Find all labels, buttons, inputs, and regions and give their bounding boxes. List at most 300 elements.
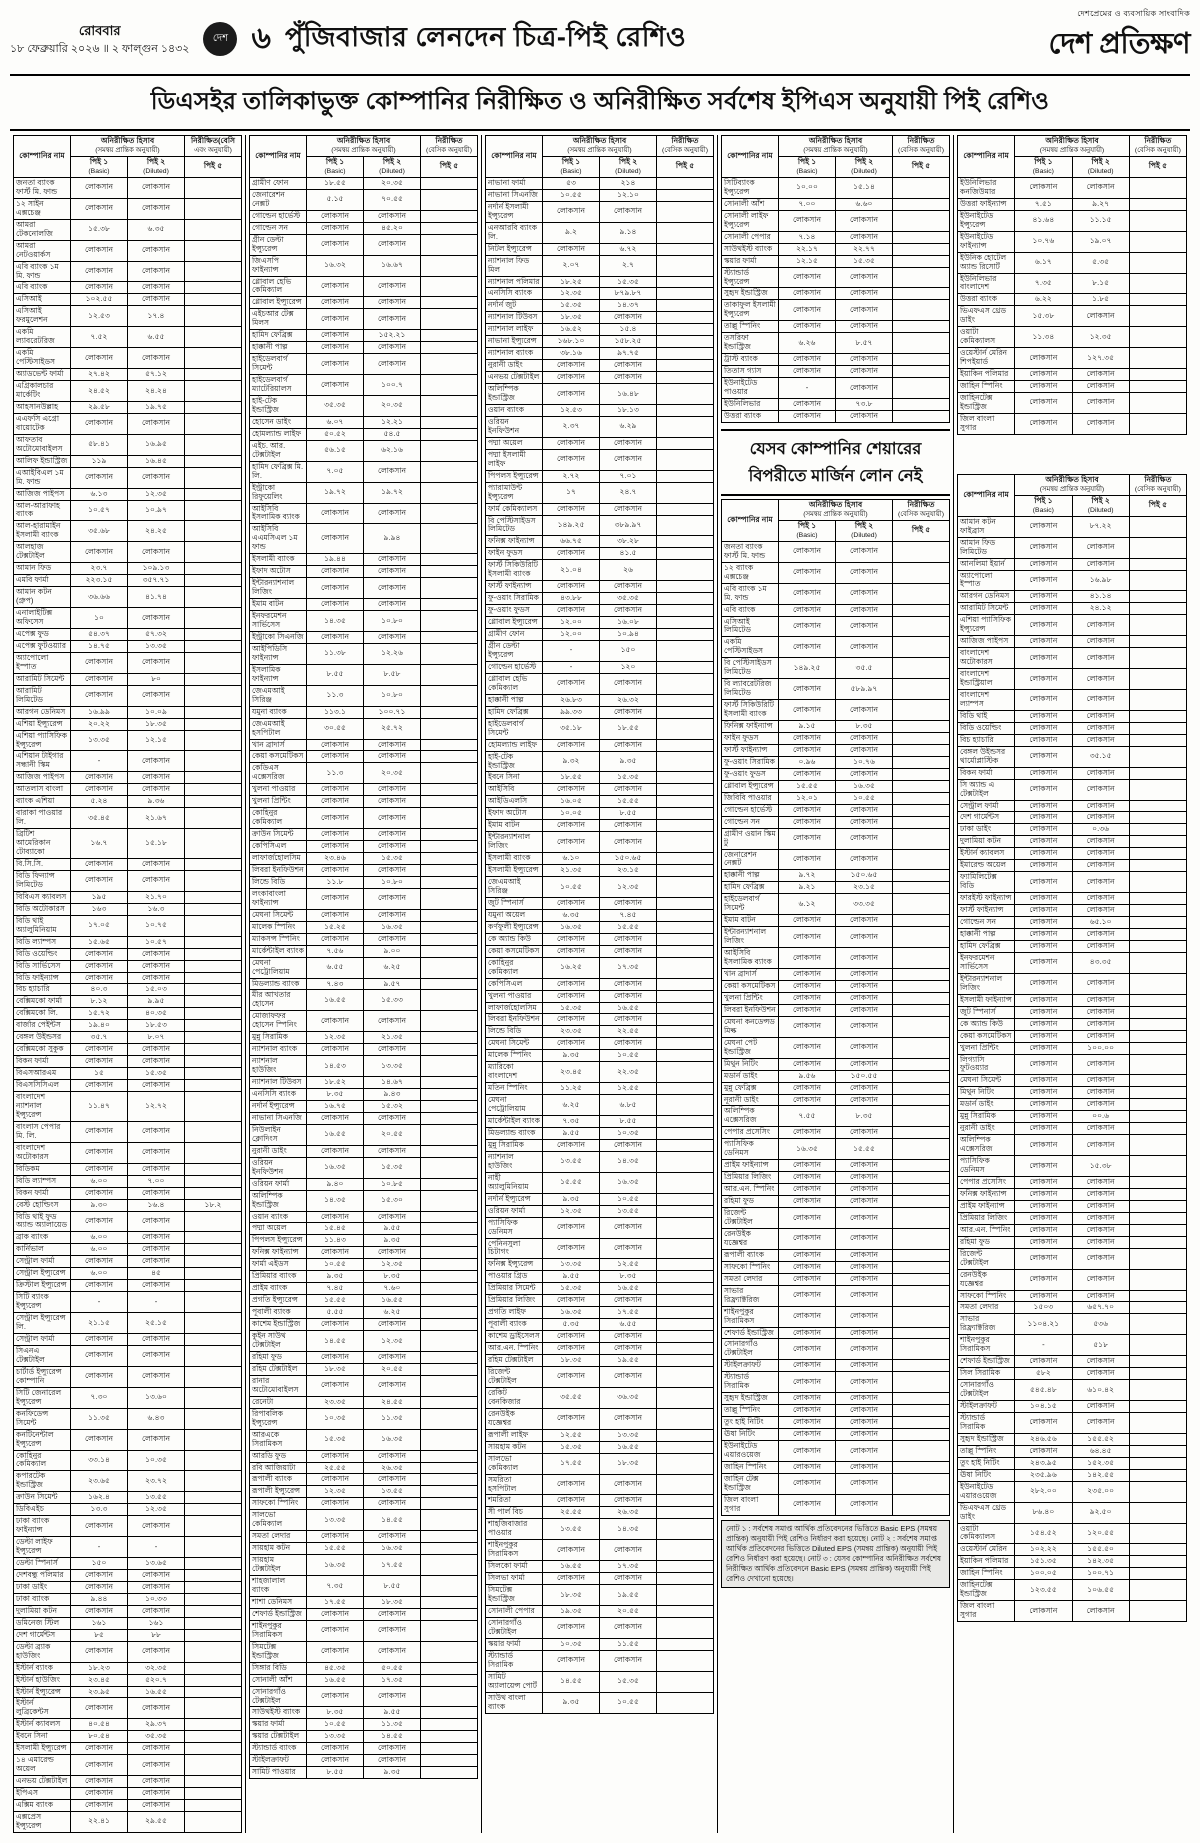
cell-company-name: মালেক স্পিনিং <box>250 921 307 933</box>
cell-pe-2: ১৫.৩৫ <box>128 1068 185 1080</box>
cell-company-name: হামিদ ফেব্রিক্স <box>486 706 543 718</box>
cell-pe-2: ৪৩.৩৫ <box>1072 952 1129 973</box>
cell-pe-1: লোকসান <box>543 832 600 853</box>
cell-pe-3 <box>421 1044 478 1056</box>
cell-company-name: ডেল্টা লাইফ ইন্স্যুরেন্স <box>14 1537 71 1558</box>
table-row <box>486 1038 714 1050</box>
cell-company-name: লাফার্জহোলসিম <box>486 1002 543 1014</box>
cell-pe-1: লোকসান <box>543 990 600 1002</box>
cell-pe-3 <box>185 1581 242 1593</box>
cell-pe-1: ৪০.৩ <box>71 984 128 996</box>
table-row <box>486 1519 714 1540</box>
cell-pe-3 <box>1129 1601 1186 1622</box>
cell-pe-3 <box>185 413 242 434</box>
table-row <box>14 652 242 673</box>
cell-pe-1: ৫৪৫.৪৮ <box>1015 1380 1072 1401</box>
table-row <box>250 1719 478 1731</box>
cell-pe-3 <box>893 410 950 422</box>
table-row <box>486 1617 714 1638</box>
cell-pe-3 <box>421 1307 478 1319</box>
cell-pe-1: লোকসান <box>307 1351 364 1363</box>
cell-pe-1: লোকসান <box>779 816 836 828</box>
cell-pe-3 <box>1129 690 1186 711</box>
cell-pe-3 <box>1129 252 1186 273</box>
table-row <box>250 1755 478 1767</box>
table-row <box>958 1380 1187 1401</box>
cell-pe-3 <box>893 1306 950 1327</box>
cell-company-name: আর.এন. স্পিনিং <box>722 1184 779 1196</box>
cell-company-name: ফনিক্স ফাইন্যান্স <box>958 1188 1015 1200</box>
cell-pe-1: ১০২.২২ <box>1015 1544 1072 1556</box>
table-row <box>486 1650 714 1671</box>
table-row <box>14 1268 242 1280</box>
cell-pe-2: লোকসান <box>600 1495 657 1507</box>
cell-pe-2: ৫৪.৫ <box>364 428 421 440</box>
cell-pe-2: লোকসান <box>1072 836 1129 848</box>
cell-pe-1: লোকসান <box>779 1172 836 1184</box>
cell-pe-2: লোকসান <box>128 858 185 870</box>
cell-pe-3 <box>893 562 950 583</box>
cell-pe-2: লোকসান <box>836 604 893 616</box>
cell-pe-2: ৬.২৫ <box>364 957 421 978</box>
cell-pe-1: ৯.৫৫ <box>543 1128 600 1140</box>
cell-pe-1: ১১.৩৮ <box>307 643 364 664</box>
cell-pe-3 <box>185 772 242 784</box>
cell-pe-3 <box>421 1576 478 1597</box>
cell-pe-1: ২৩৫.৯৬ <box>1015 1469 1072 1481</box>
table-row <box>958 1018 1187 1030</box>
cell-company-name: কেয়া কসমেটিকস <box>250 751 307 763</box>
cell-company-name: সিটিব্যাংক ইন্স্যুরেন্স <box>722 177 779 198</box>
cell-pe-3 <box>185 673 242 685</box>
cell-pe-1: লোকসান <box>1015 1054 1072 1075</box>
cell-pe-2: ১২.৩৫ <box>364 1259 421 1271</box>
cell-pe-2: ১৫.৩২ <box>364 1101 421 1113</box>
cell-company-name: হাইডেলবার্গ সিমেন্ট <box>722 894 779 915</box>
cell-company-name: সিএনএ টেক্সটাইল <box>14 1345 71 1366</box>
cell-pe-3 <box>185 1032 242 1044</box>
cell-pe-3 <box>421 1089 478 1101</box>
cell-pe-3 <box>1129 1433 1186 1445</box>
cell-pe-3 <box>893 1494 950 1515</box>
cell-pe-2: লোকসান <box>1072 905 1129 917</box>
cell-pe-3 <box>893 915 950 927</box>
pe-table-1 <box>13 135 242 1833</box>
cell-pe-1: ৯৯.৩৩ <box>543 706 600 718</box>
cell-company-name: নিউলাইন ক্লোদিংস <box>250 1124 307 1145</box>
cell-pe-1: লোকসান <box>1015 1075 1072 1087</box>
cell-pe-2: ৯৭.৭৫ <box>600 348 657 360</box>
table-row <box>14 960 242 972</box>
cell-pe-2: ৯.৩৫ <box>364 1767 421 1779</box>
cell-company-name: ইস্টার্ন ক্যাবলস <box>958 848 1015 860</box>
cell-pe-1: ৫৩ <box>543 177 600 189</box>
cell-pe-2: ৩৮৯.৯৭ <box>600 515 657 536</box>
cell-company-name: মুন্নু সিরামিক <box>486 1139 543 1151</box>
cell-pe-2: ১০.০৯ <box>128 706 185 718</box>
header-audited: নিরীক্ষিত(বেসি এবং অনুযায়ী) <box>185 136 242 157</box>
table-row <box>250 1620 478 1641</box>
table-row <box>486 1453 714 1474</box>
cell-pe-3 <box>1129 1188 1186 1200</box>
cell-pe-3 <box>1129 1469 1186 1481</box>
cell-pe-1: লোকসান <box>779 1184 836 1196</box>
cell-pe-2: ১৬.৪ <box>128 1199 185 1211</box>
cell-pe-2: লোকসান <box>600 1038 657 1050</box>
cell-pe-1: ১৬.৩৫ <box>543 921 600 933</box>
pe-table-5-body <box>958 177 1187 434</box>
cell-pe-3 <box>185 348 242 369</box>
table-row <box>722 768 950 780</box>
cell-pe-3 <box>893 1461 950 1473</box>
cell-pe-2: লোকসান <box>1072 690 1129 711</box>
cell-pe-3 <box>1129 615 1186 636</box>
cell-pe-1: লোকসান <box>1015 1413 1072 1434</box>
cell-pe-2: ১২.৩৫ <box>128 1504 185 1516</box>
cell-pe-2: ৫৮৯.৯৭ <box>836 679 893 700</box>
cell-pe-3 <box>421 461 478 482</box>
cell-pe-2: ১৫.৩৫ <box>836 255 893 267</box>
cell-company-name: ইউনিক হোটেল অ্যান্ড রিসোর্ট <box>958 252 1015 273</box>
header-unaudited: অনিরীক্ষিত হিসাব (সমন্বয় প্রান্তিক অনুযায়ী) <box>1015 136 1130 157</box>
cell-company-name: গ্লোবাল ইন্স্যুরেন্স <box>250 297 307 309</box>
table-row <box>958 690 1187 711</box>
cell-pe-3 <box>893 637 950 658</box>
cell-pe-2: লোকসান <box>1072 1401 1129 1413</box>
table-row <box>722 1405 950 1417</box>
table-row <box>14 1080 242 1092</box>
cell-company-name: ফাইন ফুডস <box>722 733 779 745</box>
table-row <box>14 1788 242 1800</box>
table-row <box>486 548 714 560</box>
cell-pe-3 <box>421 566 478 578</box>
table-row <box>14 858 242 870</box>
cell-pe-2: লোকসান <box>836 1405 893 1417</box>
cell-company-name: বিডি ওয়েল্ডিং <box>14 948 71 960</box>
cell-company-name: ন্যাশনাল টিউবস <box>250 1077 307 1089</box>
cell-pe-3 <box>1129 1368 1186 1380</box>
table-row <box>958 1269 1187 1290</box>
cell-company-name: বেক্সিমকো ফার্মা <box>14 996 71 1008</box>
cell-pe-3 <box>185 1292 242 1313</box>
table-row <box>722 756 950 768</box>
table-row <box>958 1075 1187 1087</box>
cell-pe-2: লোকসান <box>1072 994 1129 1006</box>
cell-pe-1: লোকসান <box>71 652 128 673</box>
cell-pe-2: লোকসান <box>600 1295 657 1307</box>
cell-pe-3 <box>421 841 478 853</box>
cell-pe-1: ৬.৫৫ <box>307 957 364 978</box>
table-row <box>14 348 242 369</box>
cell-pe-2: লোকসান <box>836 1494 893 1515</box>
cell-company-name: ওয়াটা কেমিক্যালস <box>958 1523 1015 1544</box>
cell-pe-3 <box>185 1812 242 1833</box>
cell-pe-1: লোকসান <box>1015 615 1072 636</box>
table-row <box>14 1121 242 1142</box>
cell-pe-3 <box>421 309 478 330</box>
cell-pe-2: লোকসান <box>364 1498 421 1510</box>
table-row <box>486 641 714 662</box>
cell-pe-2: ২০.৩৫ <box>364 763 421 784</box>
cell-pe-2: লোকসান <box>600 1343 657 1355</box>
cell-pe-1: লোকসান <box>543 739 600 751</box>
cell-pe-2: ১৫০.৬৫ <box>836 870 893 882</box>
cell-pe-1: ২৪৬.৫৬ <box>1015 1433 1072 1445</box>
cell-pe-2: লোকসান <box>1072 1018 1129 1030</box>
cell-pe-2: লোকসান <box>1072 1176 1129 1188</box>
cell-pe-1: লোকসান <box>307 354 364 375</box>
cell-company-name: এনভয় টেক্সটাইল <box>14 1776 71 1788</box>
table-row <box>14 808 242 829</box>
table-row <box>250 1743 478 1755</box>
cell-pe-2: ৯.৯৪ <box>364 524 421 554</box>
cell-company-name: নাভানা ফার্মা <box>486 177 543 189</box>
cell-company-name: হাক্কানী পাল্প <box>722 870 779 882</box>
cell-pe-2: লোকসান <box>128 1788 185 1800</box>
cell-pe-1: লোকসান <box>307 864 364 876</box>
cell-pe-2: ৪৫.২০ <box>364 222 421 234</box>
cell-company-name: জাহিনটেক্স ইন্ডাস্ট্রিজ <box>958 393 1015 414</box>
table-row <box>14 1492 242 1504</box>
cell-pe-2: ১২.২৬ <box>364 643 421 664</box>
table-row <box>14 327 242 348</box>
table-row <box>14 1731 242 1743</box>
cell-pe-2: লোকসান <box>836 231 893 243</box>
table-row <box>958 940 1187 952</box>
pe-table-2-body <box>250 177 478 1778</box>
cell-pe-1: ৬.০৭ <box>307 416 364 428</box>
cell-pe-3 <box>421 888 478 909</box>
cell-company-name: সালভো কেমিক্যাল <box>486 1453 543 1474</box>
cell-pe-1: লোকসান <box>307 524 364 554</box>
table-row <box>486 1387 714 1408</box>
cell-pe-3 <box>421 945 478 957</box>
cell-company-name: গ্লোবাল হেভি কেমিক্যাল <box>250 276 307 297</box>
cell-pe-2: লোকসান <box>836 637 893 658</box>
cell-pe-2: লোকসান <box>128 1641 185 1662</box>
table-row <box>14 1408 242 1429</box>
cell-pe-1: ২৫.৫৫ <box>307 1462 364 1474</box>
table-row <box>250 1319 478 1331</box>
cell-pe-1: লোকসান <box>307 909 364 921</box>
cell-pe-1: লোকসান <box>307 1620 364 1641</box>
cell-pe-3 <box>421 643 478 664</box>
table-row <box>722 804 950 816</box>
table-row <box>486 784 714 796</box>
cell-pe-3 <box>657 1605 714 1617</box>
header-pe1: পিই ১ (Basic) <box>543 156 600 177</box>
cell-pe-1: লোকসান <box>307 276 364 297</box>
header-pe5: পিই ৫ <box>421 156 478 177</box>
cell-pe-3 <box>657 933 714 945</box>
cell-company-name: গ্রীন ডেল্টা ইন্স্যুরেন্স <box>486 641 543 662</box>
table-row <box>250 1363 478 1375</box>
cell-pe-3 <box>185 1068 242 1080</box>
cell-pe-2: লোকসান <box>1072 872 1129 893</box>
cell-company-name: লিবরা ইনফিউশন <box>722 1004 779 1016</box>
cell-pe-2: লোকসান <box>1072 177 1129 198</box>
cell-pe-3 <box>421 1510 478 1531</box>
cell-pe-3 <box>185 1593 242 1605</box>
cell-pe-3 <box>185 608 242 629</box>
cell-pe-1: ১৮.৫২ <box>307 1077 364 1089</box>
cell-pe-1: ৭.৫৫ <box>779 1106 836 1127</box>
cell-pe-1: লোকসান <box>543 1295 600 1307</box>
table-row <box>486 909 714 921</box>
table-row <box>486 255 714 276</box>
table-row <box>14 1537 242 1558</box>
cell-company-name: তুং হাই নিটিং <box>722 1417 779 1429</box>
table-row <box>250 1498 478 1510</box>
table-row <box>722 1228 950 1249</box>
table-row <box>958 905 1187 917</box>
column-4 <box>718 135 954 1833</box>
cell-pe-3 <box>185 1366 242 1387</box>
cell-pe-1: ১৩.৩৫ <box>307 1510 364 1531</box>
table-row <box>722 267 950 288</box>
cell-pe-2: ১২.৩৫ <box>128 488 185 500</box>
cell-pe-1: লোকসান <box>71 772 128 784</box>
table-row <box>722 583 950 604</box>
cell-pe-1: লোকসান <box>779 366 836 378</box>
cell-pe-3 <box>657 617 714 629</box>
table-row <box>486 832 714 853</box>
cell-pe-2: লোকসান <box>128 1080 185 1092</box>
cell-pe-3 <box>421 1363 478 1375</box>
cell-pe-3 <box>185 198 242 219</box>
cell-pe-2: লোকসান <box>364 1011 421 1032</box>
table-row <box>958 1413 1187 1434</box>
cell-pe-2: লোকসান <box>128 1334 185 1346</box>
cell-company-name: আজিজ পাইপস <box>958 636 1015 648</box>
cell-pe-1: লোকসান <box>1015 1212 1072 1224</box>
cell-pe-3 <box>185 1504 242 1516</box>
cell-pe-1: ৭.৪৫ <box>307 1283 364 1295</box>
cell-pe-1: লোকসান <box>307 1498 364 1510</box>
table-row <box>486 1355 714 1367</box>
cell-pe-1: লোকসান <box>71 1056 128 1068</box>
cell-pe-1: ১৩.৩৫ <box>307 1731 364 1743</box>
cell-pe-2: ১৬.৫৫ <box>600 1002 657 1014</box>
cell-pe-1: ৯.৩৫ <box>543 1193 600 1205</box>
cell-company-name: ফনিক্স ইন্স্যুরেন্স <box>486 1259 543 1271</box>
cell-company-name: বিডিকম <box>14 1163 71 1175</box>
cell-pe-1: লোকসান <box>1015 940 1072 952</box>
cell-company-name: এপেক্স ফুড <box>14 628 71 640</box>
cell-pe-3 <box>421 853 478 865</box>
cell-pe-1: লোকসান <box>1015 1006 1072 1018</box>
cell-pe-3 <box>893 300 950 321</box>
cell-pe-2: লোকসান <box>1072 800 1129 812</box>
table-row <box>14 282 242 294</box>
cell-pe-1: ১৫০ <box>71 1558 128 1570</box>
cell-pe-3 <box>185 240 242 261</box>
cell-pe-3 <box>893 541 950 562</box>
cell-pe-3 <box>657 1038 714 1050</box>
table-row <box>250 461 478 482</box>
cell-pe-1: লোকসান <box>543 1014 600 1026</box>
cell-company-name: গ্রামীণ ফোন <box>486 629 543 641</box>
header-pe1: পিই ১ (Basic) <box>779 520 836 541</box>
cell-pe-1: ১০.০৫ <box>543 808 600 820</box>
cell-pe-1: ২২.১৭ <box>779 243 836 255</box>
cell-pe-3 <box>893 1339 950 1360</box>
header-company-name: কোম্পানির নাম <box>14 136 71 178</box>
cell-company-name: ভিএফএস থ্রেড ডাইং <box>958 306 1015 327</box>
table-row <box>14 1280 242 1292</box>
cell-pe-3 <box>185 1492 242 1504</box>
cell-pe-1: ২৩.৩৫ <box>307 1396 364 1408</box>
cell-pe-1: লোকসান <box>71 1142 128 1163</box>
cell-pe-1: ৮.১২ <box>71 996 128 1008</box>
cell-company-name: শমরিতা <box>486 1495 543 1507</box>
cell-pe-2: ৫.৩৫ <box>1072 252 1129 273</box>
table-row <box>722 870 950 882</box>
cell-pe-1: লোকসান <box>779 1082 836 1094</box>
table-row <box>486 1671 714 1692</box>
cell-pe-1: ১৫.৬৫ <box>71 936 128 948</box>
cell-pe-1: লোকসান <box>779 410 836 422</box>
table-row <box>958 252 1187 273</box>
cell-pe-1: ১০.৩৫ <box>543 1638 600 1650</box>
cell-company-name: নর্দার্ন জুট <box>486 300 543 312</box>
cell-pe-3 <box>185 891 242 903</box>
cell-company-name: সেন্ট্রাল ফার্মা <box>14 1334 71 1346</box>
cell-company-name: প্রাইম ব্যাংক <box>250 1283 307 1295</box>
cell-pe-2: লোকসান <box>128 177 185 198</box>
cell-pe-3 <box>657 694 714 706</box>
cell-pe-1: লোকসান <box>1015 591 1072 603</box>
table-row <box>14 718 242 730</box>
cell-pe-3 <box>185 1187 242 1199</box>
cell-pe-3 <box>657 865 714 877</box>
cell-pe-2: লোকসান <box>836 1172 893 1184</box>
cell-pe-3 <box>421 330 478 342</box>
cell-pe-1: ৯.৩৫ <box>543 1692 600 1713</box>
header-pe5: পিই ৫ <box>1129 495 1186 516</box>
cell-company-name: জিল বাংলা সুগার <box>722 1494 779 1515</box>
cell-pe-2: লোকসান <box>364 888 421 909</box>
table-row <box>486 673 714 694</box>
cell-pe-2: ২১৪ <box>600 177 657 189</box>
cell-pe-3 <box>185 706 242 718</box>
cell-pe-3 <box>185 1537 242 1558</box>
cell-pe-1: ১৫ <box>71 1068 128 1080</box>
cell-company-name: পূবালী ব্যাংক <box>250 1307 307 1319</box>
table-row <box>486 1014 714 1026</box>
cell-pe-1: লোকসান <box>1015 1290 1072 1302</box>
cell-company-name: বিডি থাই ফুড অ্যান্ড অ্যালায়েড <box>14 1211 71 1232</box>
cell-pe-3 <box>657 1128 714 1140</box>
cell-pe-3 <box>657 784 714 796</box>
cell-pe-1: ৭.৪৩ <box>307 978 364 990</box>
cell-pe-3 <box>421 189 478 210</box>
table-row <box>486 1585 714 1606</box>
cell-pe-2: ১৫.০৩ <box>128 984 185 996</box>
cell-pe-3 <box>1129 648 1186 669</box>
cell-pe-2: লোকসান <box>128 467 185 488</box>
cell-pe-2: লোকসান <box>600 581 657 593</box>
table-row <box>14 1776 242 1788</box>
cell-pe-1: ১৬৩ <box>71 903 128 915</box>
cell-company-name: আইডিএলসি <box>486 796 543 808</box>
cell-pe-1: ০.৯৬ <box>779 756 836 768</box>
cell-pe-2: ১৬.৩৫ <box>836 780 893 792</box>
cell-company-name: রিজেন্ট টেক্সটাইল <box>958 1248 1015 1269</box>
cell-pe-1: লোকসান <box>71 972 128 984</box>
cell-company-name: মিডল্যান্ড ব্যাংক <box>250 978 307 990</box>
cell-company-name: তিতাস গ্যাস <box>722 366 779 378</box>
